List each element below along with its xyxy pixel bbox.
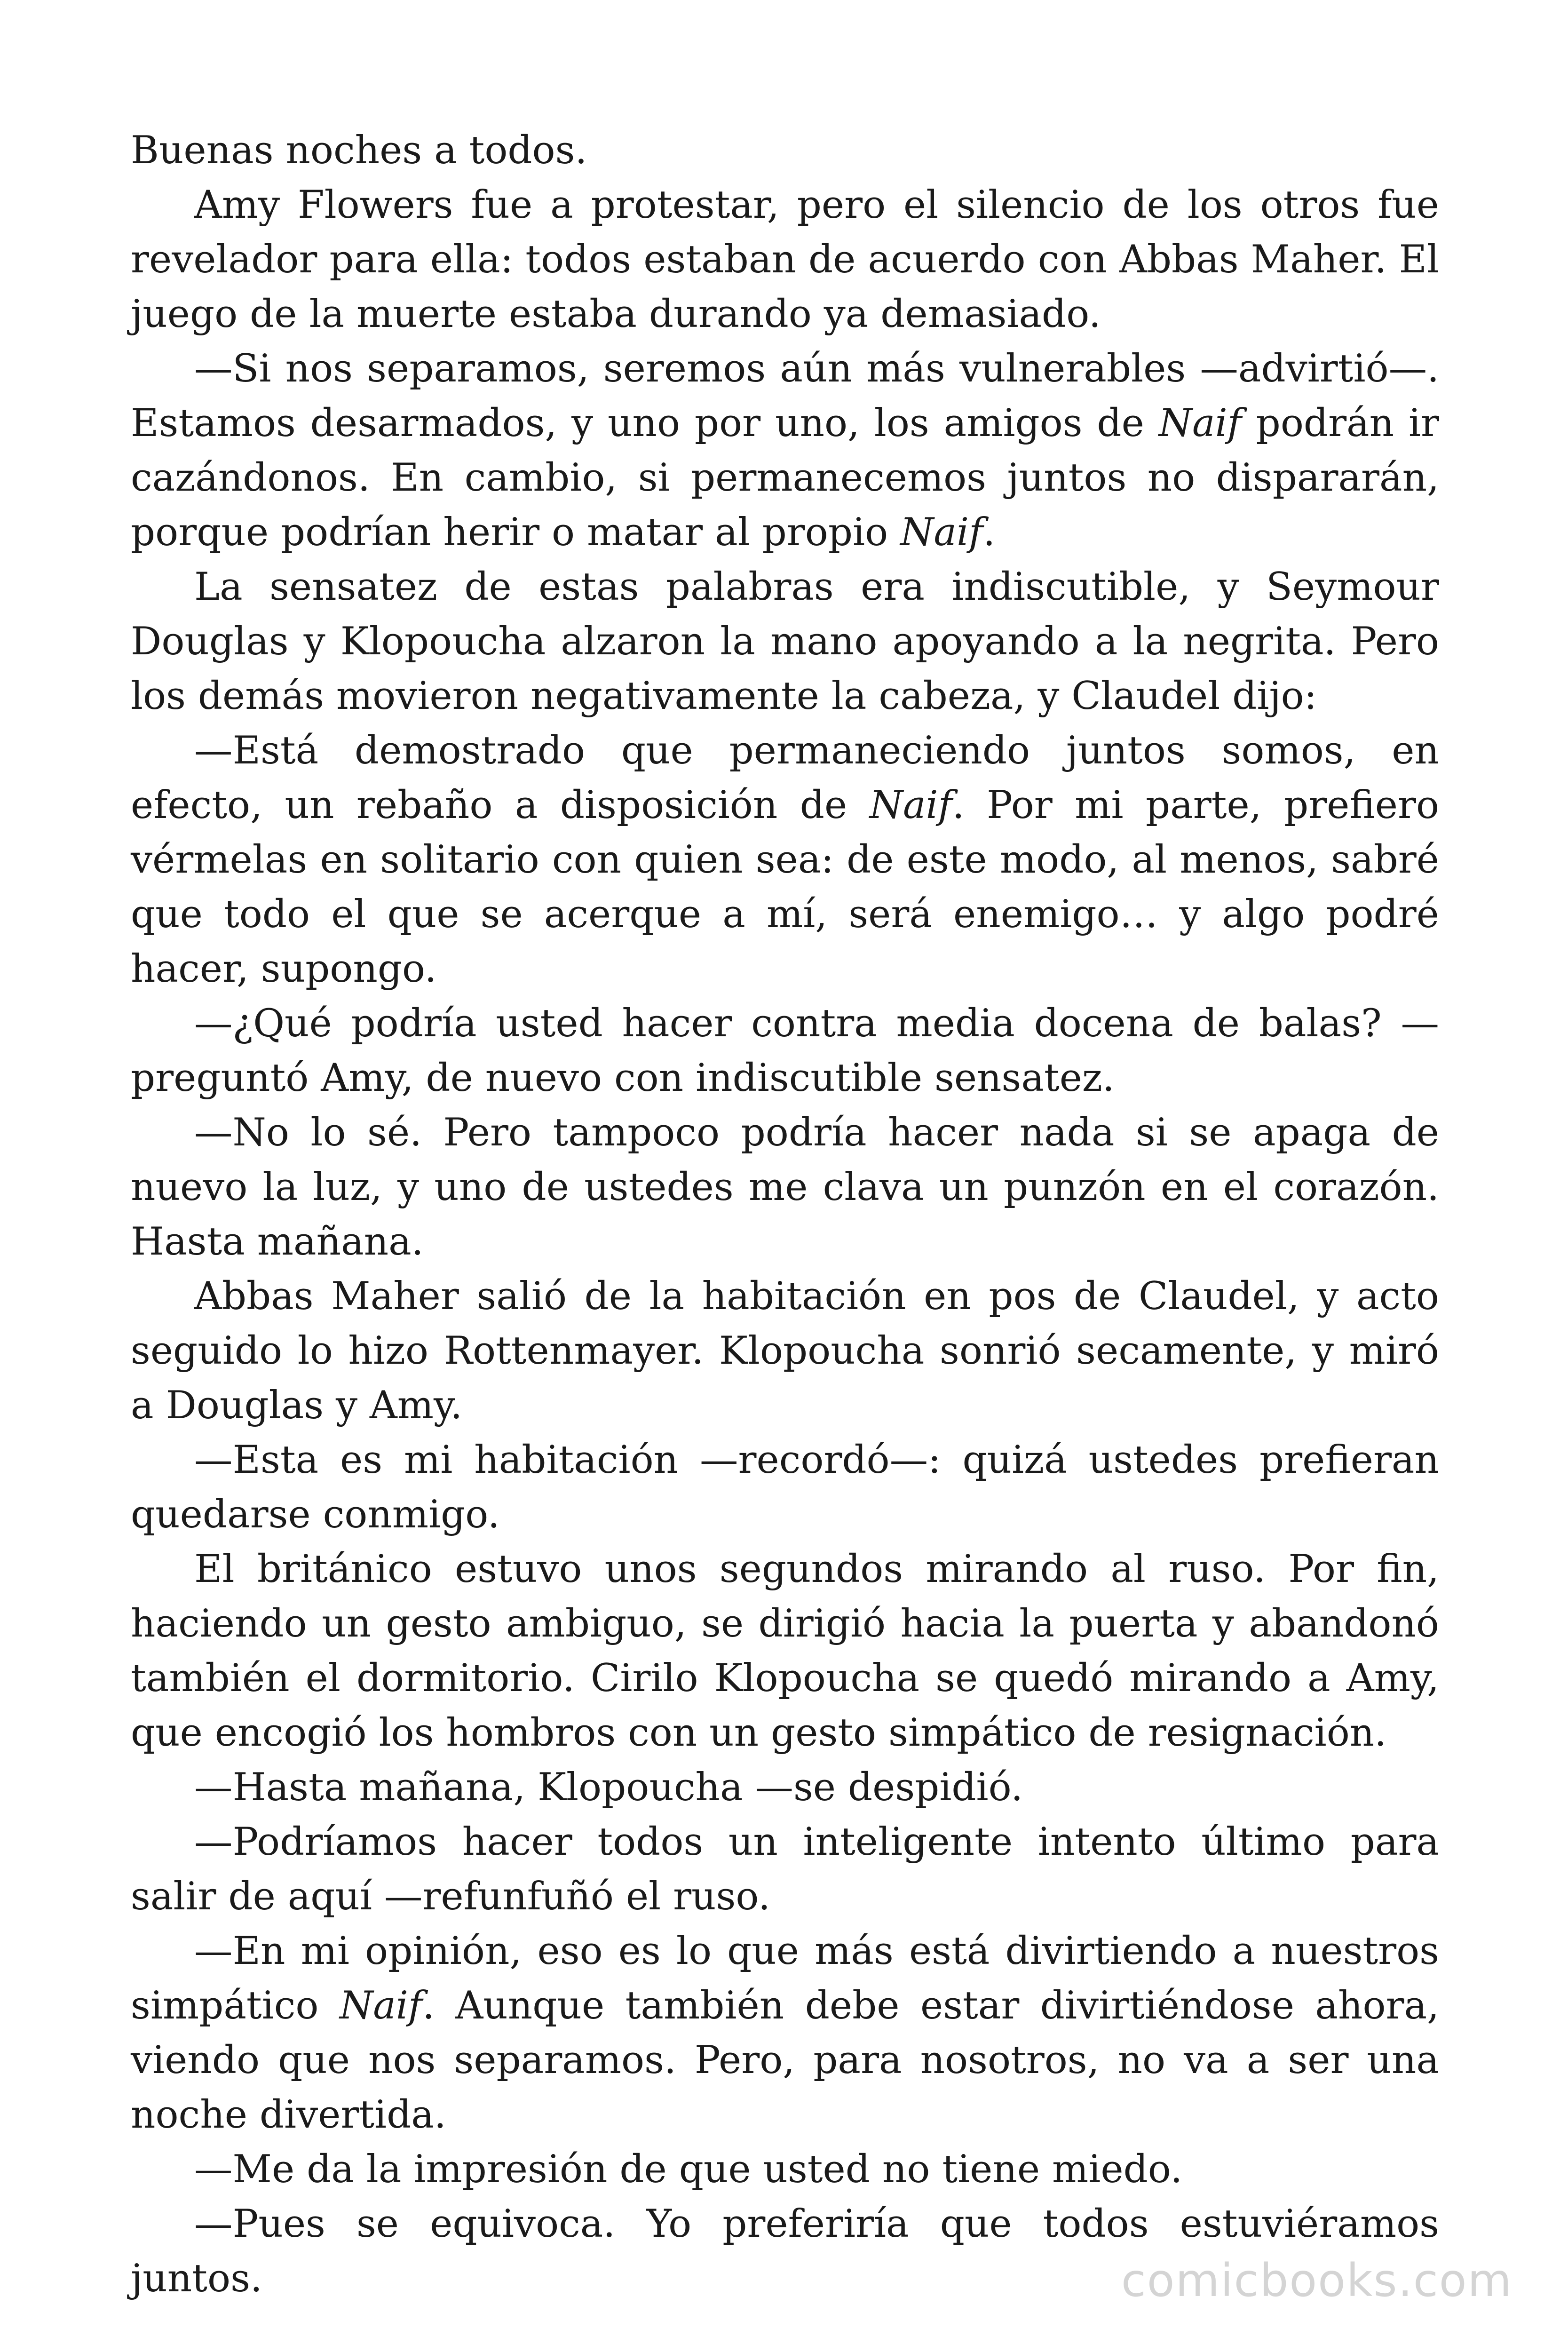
text-run: El británico estuvo unos segundos mirando al ruso. Por fin, haciendo un gesto ambiguo, se dirigió hacia la puerta y abandonó también el dormitorio. Cirilo Klopoucha se quedó mirando a Amy, que encogió los hombros con un gesto simpático de resignación.: [131, 1547, 1439, 1755]
text-run: . Por mi parte, prefiero vérmelas en solitario con quien sea: de este modo, al menos, sabré que todo el que se acerque a mí, será enemigo… y algo podré hacer, supongo.: [131, 783, 1440, 991]
text-run: La sensatez de estas palabras era indiscutible, y Seymour Douglas y Klopoucha alzaron la mano apoyando a la negrita. Pero los demás movieron negativamente la cabeza, y Claudel dijo:: [131, 564, 1439, 718]
text-run: —Esta es mi habitación —recordó—: quizá ustedes prefieran quedarse conmigo.: [131, 1438, 1439, 1537]
paragraph: [131, 560, 1439, 723]
paragraph: [131, 1105, 1439, 1269]
text-run: —Si nos separamos, seremos aún más vulnerables —advirtió—. Estamos desarmados, y uno por uno, los amigos de: [131, 346, 1439, 445]
text-run: —Me da la impresión de que usted no tiene miedo.: [194, 2147, 1183, 2192]
paragraph: [131, 723, 1439, 996]
text-run: —Está demostrado que permaneciendo juntos somos, en efecto, un rebaño a disposición de: [131, 728, 1439, 827]
paragraph: [131, 1433, 1439, 1542]
paragraph: [131, 1542, 1439, 1760]
italic-name: Naif: [869, 783, 952, 827]
paragraph: [131, 1924, 1439, 2142]
paragraph: [131, 1760, 1439, 1815]
paragraph: [131, 342, 1439, 560]
text-run: . Aunque también debe estar divirtiéndose ahora, viendo que nos separamos. Pero, para nosotros, no va a ser una noche divertida.: [131, 1983, 1439, 2137]
paragraph: [131, 123, 1439, 178]
paragraph: [131, 178, 1439, 342]
text-run: —No lo sé. Pero tampoco podría hacer nada si se apaga de nuevo la luz, y uno de ustedes me clava un punzón en el corazón. Hasta mañana.: [131, 1110, 1439, 1264]
text-run: Buenas noches a todos.: [131, 128, 587, 173]
italic-name: Naif: [1158, 401, 1242, 445]
text-run: —Pues se equivoca. Yo preferiría que todos estuviéramos juntos.: [131, 2201, 1439, 2301]
text-run: .: [983, 510, 996, 555]
paragraph: [131, 1269, 1439, 1433]
italic-name: Naif: [900, 510, 983, 555]
italic-name: Naif: [339, 1983, 423, 2028]
text-run: Amy Flowers fue a protestar, pero el silencio de los otros fue revelador para ella: todos estaban de acuerdo con Abbas Maher. El juego de la muerte estaba durando ya demasiado.: [131, 183, 1439, 336]
paragraph: [131, 1815, 1439, 1924]
page-body: [131, 123, 1439, 2306]
text-run: —Podríamos hacer todos un inteligente intento último para salir de aquí —refunfuñó el ruso.: [131, 1820, 1439, 1919]
paragraph: [131, 2142, 1439, 2197]
text-run: podrán ir cazándonos. En cambio, si permanecemos juntos no dispararán, porque podrían herir o matar al propio: [131, 401, 1439, 555]
text-run: —Hasta mañana, Klopoucha —se despidió.: [194, 1765, 1023, 1810]
text-run: —¿Qué podría usted hacer contra media docena de balas? —preguntó Amy, de nuevo con indiscutible sensatez.: [131, 1001, 1439, 1100]
paragraph: [131, 996, 1439, 1105]
watermark: comicbooks.com: [1121, 2254, 1513, 2307]
text-run: —En mi opinión, eso es lo que más está divirtiendo a nuestros simpático: [131, 1929, 1439, 2028]
text-run: Abbas Maher salió de la habitación en pos de Claudel, y acto seguido lo hizo Rottenmayer. Klopoucha sonrió secamente, y miró a Douglas y Amy.: [131, 1274, 1439, 1428]
